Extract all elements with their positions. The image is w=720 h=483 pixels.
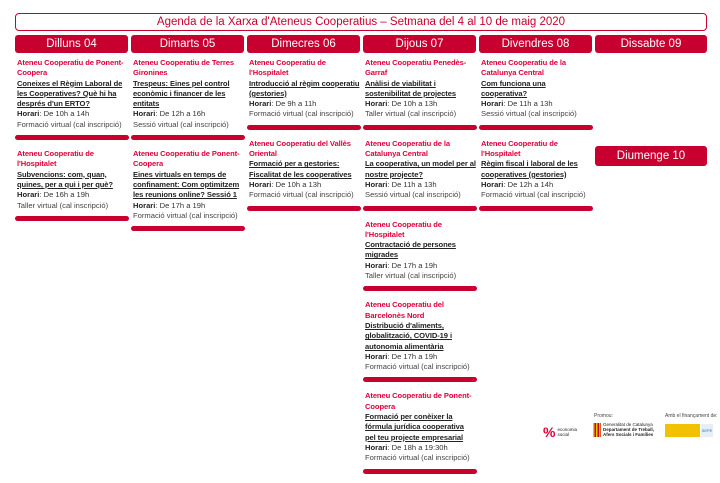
event-schedule: Horari: De 9h a 11h: [249, 99, 317, 109]
event-card: [131, 58, 245, 130]
event-schedule: Horari: De 10h a 14h: [17, 109, 90, 119]
event-divider: [479, 125, 593, 130]
event-title-link[interactable]: Anàlisi de viabilitat i sostenibilitat de projectes: [365, 78, 456, 98]
event-card: [479, 139, 593, 201]
event-divider: [131, 226, 245, 231]
event-type: Taller virtual (cal inscripció): [365, 271, 457, 281]
event-schedule: Horari: De 12h a 14h: [481, 179, 554, 189]
day-column-divendres: [479, 58, 593, 220]
event-type: Taller virtual (cal inscripció): [17, 200, 109, 210]
event-divider: [363, 377, 477, 382]
event-card: [15, 149, 129, 211]
economia-social-logo: % economia social: [543, 424, 577, 440]
event-organizer: Ateneu Cooperatiu Penedès-Garraf: [365, 58, 467, 78]
event-card: [15, 58, 129, 130]
event-organizer: Ateneu Cooperatiu de l'Hospitalet: [481, 138, 558, 159]
day-header-dissabte: Dissabte 09: [595, 35, 707, 53]
event-organizer: Ateneu Cooperatiu de l'Hospitalet: [17, 149, 94, 169]
event-organizer: Ateneu Cooperatiu de la Catalunya Central: [365, 138, 451, 159]
day-header-divendres: Divendres 08: [479, 35, 592, 53]
event-schedule: Horari: De 16h a 19h: [17, 190, 90, 200]
event-title-link[interactable]: La cooperativa, un model per al nostre projecte?: [365, 159, 476, 179]
event-divider: [247, 125, 361, 130]
event-card: [247, 139, 361, 201]
event-card: [363, 58, 477, 120]
event-type: Formació virtual (cal inscripció): [365, 453, 470, 463]
event-type: Formació virtual (cal inscripció): [17, 119, 122, 129]
sepe-logo: SEPE: [701, 424, 713, 437]
event-type: Formació virtual (cal inscripció): [365, 362, 470, 372]
event-type: Sessió virtual (cal inscripció): [481, 109, 577, 119]
event-title-link[interactable]: Règim fiscal i laboral de les cooperatives (gestories): [481, 159, 578, 179]
event-schedule: Horari: De 12h a 16h: [133, 109, 206, 119]
event-title-link[interactable]: Introducció al règim cooperatiu (gestories): [249, 78, 360, 98]
event-type: Taller virtual (cal inscripció): [365, 109, 457, 119]
funding-label: Amb el finançament de:: [665, 413, 718, 419]
event-divider: [479, 206, 593, 211]
senyera-icon: [593, 423, 601, 437]
event-title-link[interactable]: Distribució d'aliments, globalització, COVID-19 i autonomia alimentària: [365, 320, 452, 351]
day-column-dilluns: [15, 58, 129, 230]
day-header-diumenge: Diumenge 10: [595, 146, 707, 166]
event-schedule: Horari: De 18h a 19:30h: [365, 442, 448, 452]
event-divider: [15, 216, 129, 221]
event-divider: [131, 135, 245, 140]
event-title-link[interactable]: Formació per conèixer la fórmula jurídica cooperativa pel teu projecte empresarial: [365, 412, 464, 442]
event-title-link[interactable]: Contractació de persones migrades: [365, 240, 456, 260]
event-organizer: Ateneu Cooperatiu del Vallès Oriental: [249, 138, 351, 159]
event-schedule: Horari: De 11h a 13h: [481, 99, 553, 109]
event-organizer: Ateneu Cooperatiu de la Catalunya Central: [481, 58, 567, 78]
day-header-dilluns: Dilluns 04: [15, 35, 128, 53]
event-type: Formació virtual (cal inscripció): [133, 210, 238, 220]
event-organizer: Ateneu Cooperatiu de Terres Gironines: [133, 58, 234, 78]
event-divider: [363, 469, 477, 474]
day-column-dijous: [363, 58, 477, 483]
event-type: Sessió virtual (cal inscripció): [365, 190, 461, 200]
event-card: [247, 58, 361, 120]
event-type: Formació virtual (cal inscripció): [481, 190, 586, 200]
event-schedule: Horari: De 17h a 19h: [133, 200, 206, 210]
event-title-link[interactable]: Eines virtuals en temps de confinament: Com optimitzem les reunions online? Sessió 1: [133, 169, 240, 200]
event-schedule: Horari: De 10h a 13h: [365, 99, 438, 109]
percent-icon: %: [543, 424, 556, 440]
event-title-link[interactable]: Coneixes el Règim Laboral de les Cooperatives? Què hi ha després d'un ERTO?: [17, 78, 123, 109]
event-card: [363, 300, 477, 372]
day-column-dimecres: [247, 58, 361, 220]
event-schedule: Horari: De 17h a 19h: [365, 351, 438, 361]
event-divider: [15, 135, 129, 140]
promou-label: Promou:: [594, 413, 613, 419]
event-card: [479, 58, 593, 120]
event-card: [131, 149, 245, 221]
event-organizer: Ateneu Cooperatiu de Ponent-Coopera: [133, 149, 240, 169]
event-organizer: Ateneu Cooperatiu de Ponent-Coopera: [17, 58, 124, 78]
event-organizer: Ateneu Cooperatiu de l'Hospitalet: [365, 219, 442, 239]
event-divider: [247, 206, 361, 211]
event-divider: [363, 206, 477, 211]
event-card: [363, 391, 477, 463]
event-card: [363, 220, 477, 282]
event-divider: [363, 286, 477, 291]
event-type: Formació virtual (cal inscripció): [249, 190, 354, 200]
event-type: Formació virtual (cal inscripció): [249, 109, 354, 119]
day-column-dimarts: [131, 58, 245, 240]
event-title-link[interactable]: Subvencions: com, quan, quines, per a qui i per què?: [17, 169, 113, 189]
event-divider: [363, 125, 477, 130]
day-header-dijous: Dijous 07: [363, 35, 476, 53]
event-title-link[interactable]: Formació per a gestories: Fiscalitat de les cooperatives: [249, 159, 352, 179]
event-organizer: Ateneu Cooperatiu del Barcelonès Nord: [365, 300, 444, 320]
event-schedule: Horari: De 11h a 13h: [365, 179, 437, 189]
event-schedule: Horari: De 17h a 19h: [365, 260, 438, 270]
event-type: Sessió virtual (cal inscripció): [133, 119, 229, 129]
ministerio-logo: [665, 424, 700, 437]
day-header-dimarts: Dimarts 05: [131, 35, 244, 53]
event-card: [363, 139, 477, 201]
event-title-link[interactable]: Trespeus: Eines pel control econòmic i financer de les entitats: [133, 78, 230, 109]
day-header-dimecres: Dimecres 06: [247, 35, 360, 53]
event-title-link[interactable]: Com funciona una cooperativa?: [481, 78, 546, 98]
event-organizer: Ateneu Cooperatiu de l'Hospitalet: [249, 58, 326, 78]
event-organizer: Ateneu Cooperatiu de Ponent-Coopera: [365, 391, 472, 411]
generalitat-logo: Generalitat de Catalunya Departament de Treball, Afers Socials i Famílies: [593, 422, 654, 437]
event-schedule: Horari: De 10h a 13h: [249, 179, 322, 189]
page-title: Agenda de la Xarxa d'Ateneus Cooperatius – Setmana del 4 al 10 de maig 2020: [15, 13, 707, 31]
